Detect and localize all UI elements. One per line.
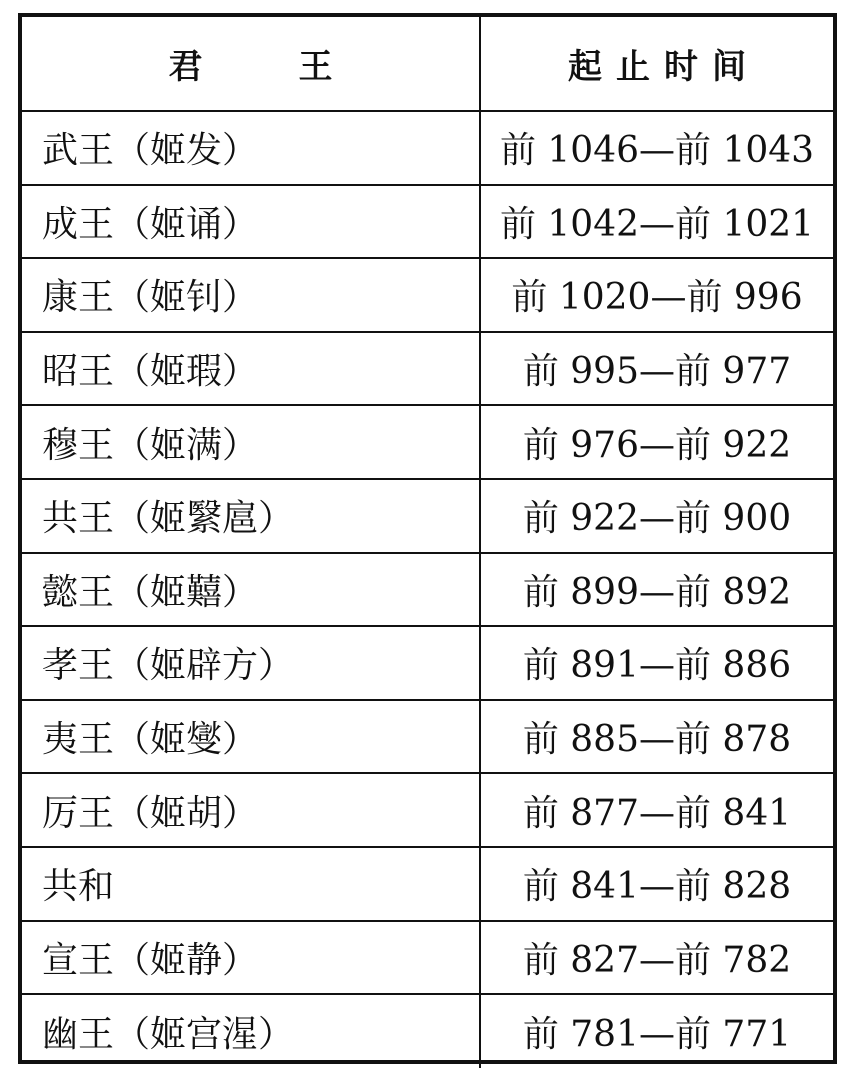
- table-row: [22, 111, 833, 185]
- period-cell: 前 841—前 828: [480, 847, 833, 921]
- table-row: [22, 700, 833, 774]
- period-cell: 前 1042—前 1021: [480, 185, 833, 259]
- header-row: [22, 17, 833, 111]
- period-cell: 前 1046—前 1043: [480, 111, 833, 185]
- column-header-period: 起止时间: [480, 17, 833, 111]
- period-cell: 前 1020—前 996: [480, 258, 833, 332]
- ruler-cell: 夷王（姬燮）: [22, 700, 480, 774]
- period-cell: 前 781—前 771: [480, 994, 833, 1068]
- period-cell: 前 827—前 782: [480, 921, 833, 995]
- table-row: [22, 332, 833, 406]
- period-cell: 前 877—前 841: [480, 773, 833, 847]
- ruler-cell: 懿王（姬囏）: [22, 553, 480, 627]
- ruler-cell: 昭王（姬瑕）: [22, 332, 480, 406]
- table-row: [22, 773, 833, 847]
- table-row: [22, 185, 833, 259]
- reign-table-frame: [18, 13, 837, 1064]
- ruler-cell: 武王（姬发）: [22, 111, 480, 185]
- table-row: [22, 921, 833, 995]
- period-cell: 前 885—前 878: [480, 700, 833, 774]
- ruler-cell: 宣王（姬静）: [22, 921, 480, 995]
- ruler-cell: 康王（姬钊）: [22, 258, 480, 332]
- table-row: [22, 258, 833, 332]
- table-row: [22, 626, 833, 700]
- column-header-ruler: 君王: [22, 17, 480, 111]
- period-cell: 前 995—前 977: [480, 332, 833, 406]
- ruler-cell: 厉王（姬胡）: [22, 773, 480, 847]
- table-row: [22, 553, 833, 627]
- reign-table: [22, 17, 833, 1068]
- table-row: [22, 847, 833, 921]
- period-cell: 前 891—前 886: [480, 626, 833, 700]
- table-row: [22, 994, 833, 1068]
- ruler-cell: 穆王（姬满）: [22, 405, 480, 479]
- period-cell: 前 922—前 900: [480, 479, 833, 553]
- period-cell: 前 899—前 892: [480, 553, 833, 627]
- ruler-cell: 孝王（姬辟方）: [22, 626, 480, 700]
- ruler-cell: 幽王（姬宫湦）: [22, 994, 480, 1068]
- ruler-cell: 共王（姬繄扈）: [22, 479, 480, 553]
- ruler-cell: 成王（姬诵）: [22, 185, 480, 259]
- table-row: [22, 405, 833, 479]
- table-row: [22, 479, 833, 553]
- period-cell: 前 976—前 922: [480, 405, 833, 479]
- ruler-cell: 共和: [22, 847, 480, 921]
